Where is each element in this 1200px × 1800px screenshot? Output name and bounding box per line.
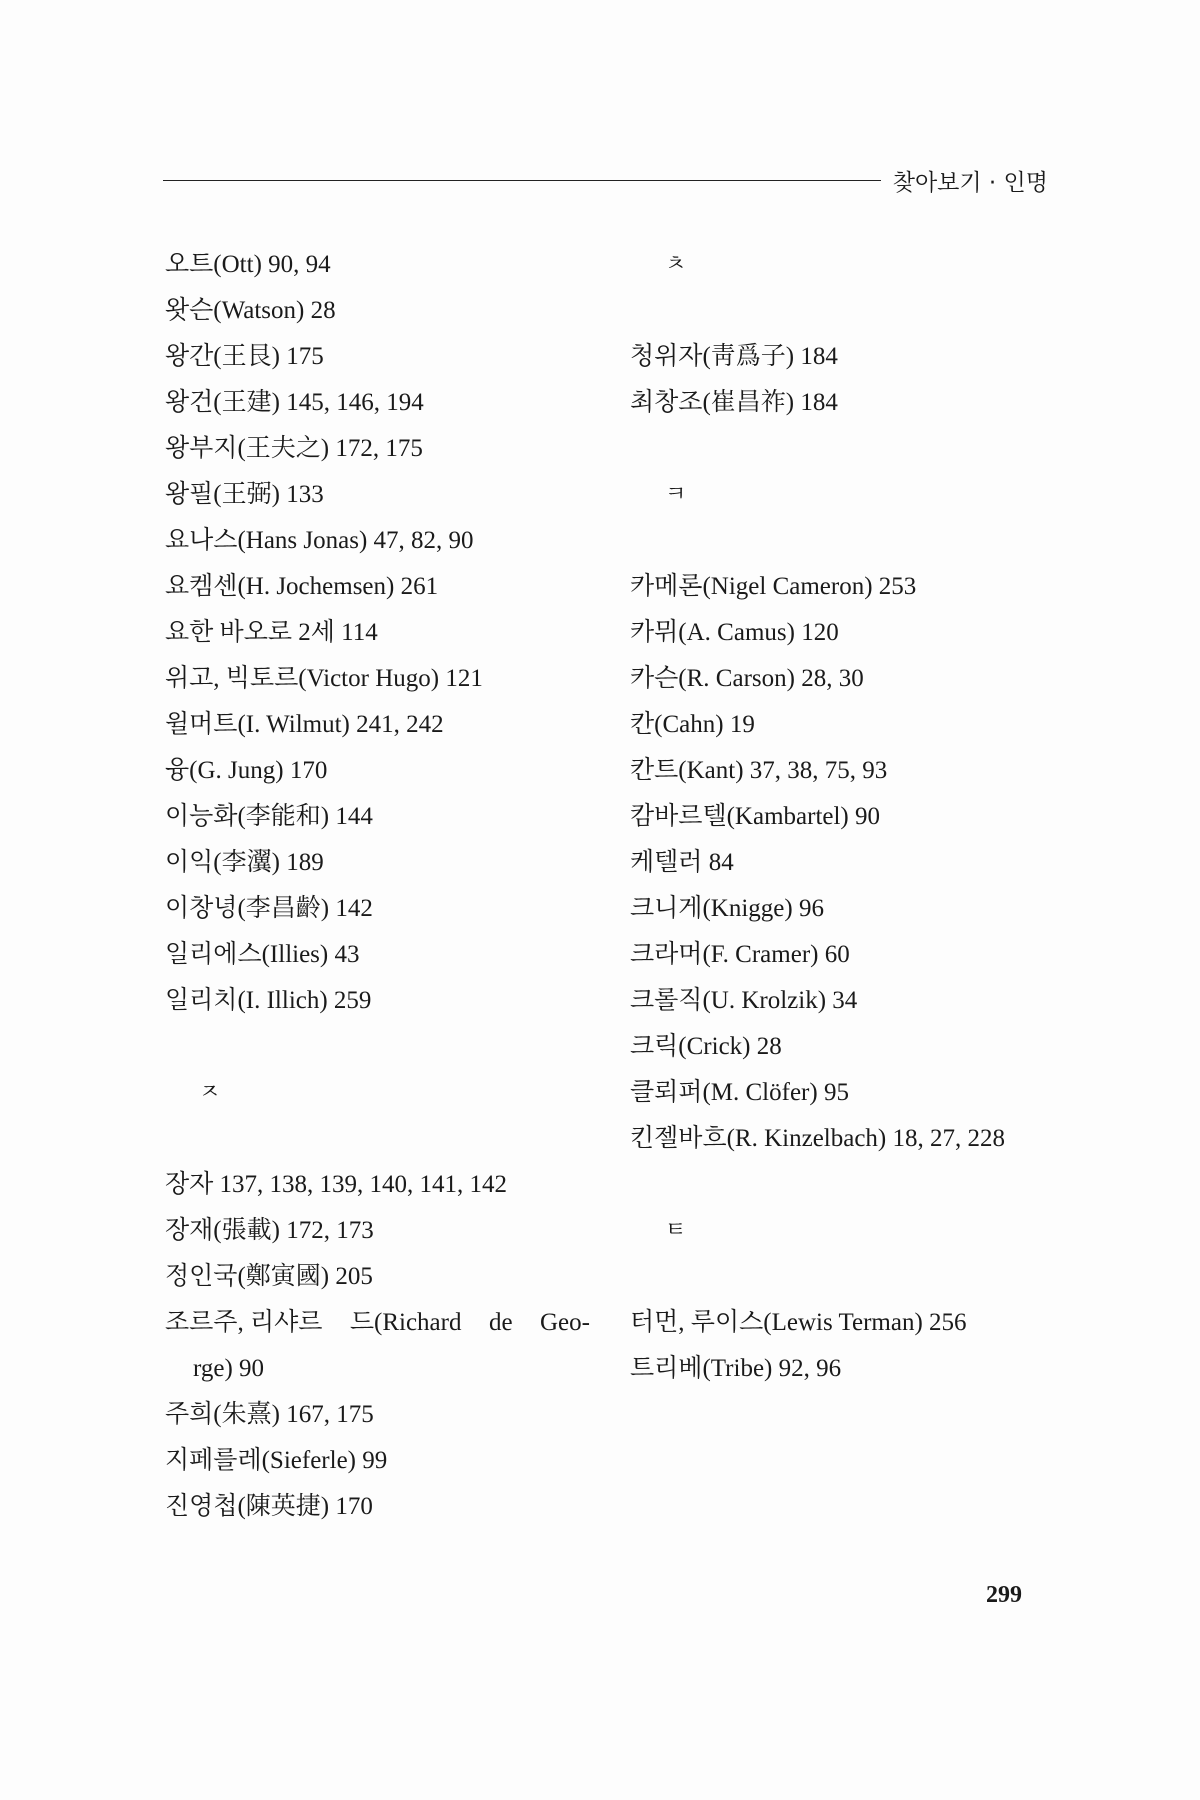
index-entry: 진영첩(陳英捷) 170 <box>165 1493 373 1520</box>
index-entry: 캄바르텔(Kambartel) 90 <box>630 803 881 830</box>
header-rule <box>163 180 881 181</box>
index-entry: 왕필(王弼) 133 <box>165 481 324 508</box>
index-entry: 이능화(李能和) 144 <box>165 803 373 830</box>
index-entry: 청위자(靑爲子) 184 <box>630 343 838 370</box>
page-number: 299 <box>986 1582 1022 1608</box>
index-entry: 칸(Cahn) 19 <box>630 711 755 738</box>
index-entry: 킨젤바흐(R. Kinzelbach) 18, 27, 228 <box>630 1125 1006 1152</box>
index-column-right <box>630 242 1060 1392</box>
header-title: 찾아보기 · 인명 <box>892 169 1048 196</box>
section-heading-tieut: ㅌ <box>665 1218 687 1243</box>
section-gap <box>630 1162 1060 1208</box>
index-entry: 칸트(Kant) 37, 38, 75, 93 <box>630 757 888 784</box>
index-entry: 크릭(Crick) 28 <box>630 1033 782 1060</box>
section-gap <box>165 1024 590 1070</box>
index-entry: 정인국(鄭寅國) 205 <box>165 1263 373 1290</box>
george-part2: 드(Richard <box>349 1309 462 1336</box>
index-entry: 카뮈(A. Camus) 120 <box>630 619 839 646</box>
index-entry: 위고, 빅토르(Victor Hugo) 121 <box>165 665 483 692</box>
index-entry: 케텔러 84 <box>630 849 734 876</box>
index-column-left <box>165 242 590 1530</box>
index-entry: 이창녕(李昌齡) 142 <box>165 895 373 922</box>
section-heading-jieut: ㅈ <box>199 1080 221 1105</box>
index-entry: 클뢰퍼(M. Clöfer) 95 <box>630 1079 849 1106</box>
george-part3: de <box>488 1309 513 1336</box>
index-entry: 융(G. Jung) 170 <box>165 757 328 784</box>
section-gap <box>630 288 1060 334</box>
section-gap <box>165 1116 590 1162</box>
index-entry-continuation: rge) 90 <box>193 1355 265 1382</box>
index-entry: 요켐센(H. Jochemsen) 261 <box>165 573 439 600</box>
george-part4: Geo- <box>540 1309 590 1336</box>
index-entry: 카슨(R. Carson) 28, 30 <box>630 665 864 692</box>
index-entry: 크니게(Knigge) 96 <box>630 895 824 922</box>
index-entry: 요나스(Hans Jonas) 47, 82, 90 <box>165 527 474 554</box>
index-entry: 장재(張載) 172, 173 <box>165 1217 374 1244</box>
index-entry: 주희(朱熹) 167, 175 <box>165 1401 374 1428</box>
running-header <box>163 160 1048 200</box>
index-entry: 카메론(Nigel Cameron) 253 <box>630 573 917 600</box>
index-entry: 크라머(F. Cramer) 60 <box>630 941 850 968</box>
george-part1: 조르주, 리샤르 <box>165 1309 323 1336</box>
section-heading-chieut: ㅊ <box>665 252 687 277</box>
index-entry: 최창조(崔昌祚) 184 <box>630 389 838 416</box>
index-entry: 요한 바오로 2세 114 <box>165 619 378 646</box>
index-entry: 왕부지(王夫之) 172, 175 <box>165 435 423 462</box>
index-entry: 오트(Ott) 90, 94 <box>165 251 331 278</box>
index-entry: 지페를레(Sieferle) 99 <box>165 1447 388 1474</box>
index-entry: 일리치(I. Illich) 259 <box>165 987 372 1014</box>
section-heading-kieuk: ㅋ <box>665 482 687 507</box>
index-entry: 윌머트(I. Wilmut) 241, 242 <box>165 711 444 738</box>
section-gap <box>630 1254 1060 1300</box>
index-entry: 일리에스(Illies) 43 <box>165 941 360 968</box>
index-entry: 왕간(王艮) 175 <box>165 343 324 370</box>
index-entry: 크롤직(U. Krolzik) 34 <box>630 987 858 1014</box>
index-entry: 왕건(王建) 145, 146, 194 <box>165 389 424 416</box>
index-entry: 왓슨(Watson) 28 <box>165 297 336 324</box>
index-entry-george <box>165 1300 590 1346</box>
index-entry: 장자 137, 138, 139, 140, 141, 142 <box>165 1171 508 1198</box>
index-entry: 이익(李瀷) 189 <box>165 849 324 876</box>
section-gap <box>630 518 1060 564</box>
section-gap <box>630 426 1060 472</box>
index-entry: 터먼, 루이스(Lewis Terman) 256 <box>630 1309 967 1336</box>
index-entry: 트리베(Tribe) 92, 96 <box>630 1355 842 1382</box>
